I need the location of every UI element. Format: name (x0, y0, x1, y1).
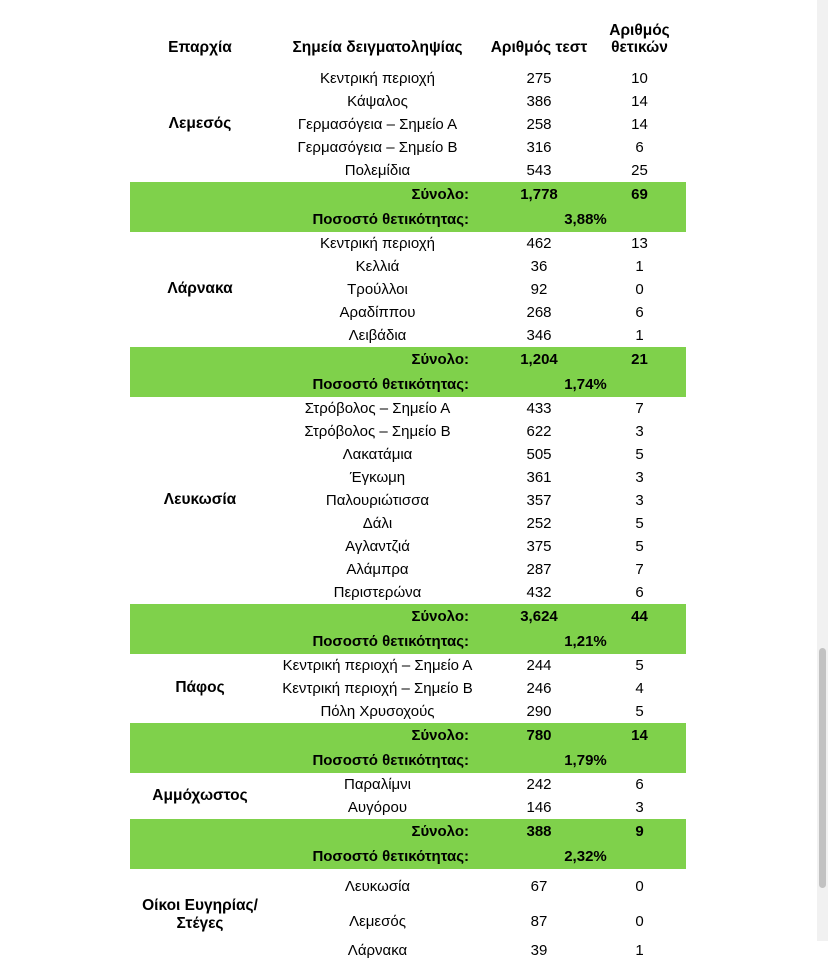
rate-value: 2,32% (485, 844, 686, 869)
tests-cell: 433 (526, 399, 552, 417)
column-header-district: Επαρχία (168, 39, 232, 57)
total-label: Σύνολο: (130, 347, 485, 372)
total-positives: 21 (593, 347, 686, 372)
positives-cell: 10 (631, 69, 648, 87)
positives-cell: 6 (635, 138, 644, 156)
positives-cell: 14 (631, 115, 648, 133)
total-tests: 388 (485, 819, 593, 844)
positives-cell: 6 (635, 303, 644, 321)
table-row (130, 773, 686, 796)
total-row (130, 604, 686, 629)
total-positives: 9 (593, 819, 686, 844)
site-cell: Τρούλλοι (347, 280, 408, 298)
tests-cell: 622 (526, 422, 552, 440)
positives-cell: 13 (631, 234, 648, 252)
rate-label: Ποσοστό θετικότητας: (130, 372, 485, 397)
positives-cell: 6 (635, 583, 644, 601)
tests-cell: 275 (526, 69, 552, 87)
total-positives: 14 (593, 723, 686, 748)
total-tests: 780 (485, 723, 593, 748)
positives-cell: 14 (631, 92, 648, 110)
positives-cell: 5 (635, 702, 644, 720)
positives-cell: 5 (635, 656, 644, 674)
rate-row (130, 629, 686, 654)
site-cell: Αλάμπρα (346, 560, 409, 578)
tests-cell: 252 (526, 514, 552, 532)
rate-value: 1,74% (485, 372, 686, 397)
positives-cell: 0 (635, 877, 644, 895)
column-header-positives-line2: θετικών (611, 39, 668, 57)
positives-cell: 3 (635, 798, 644, 816)
site-cell: Λειβάδια (348, 326, 407, 344)
total-row (130, 182, 686, 207)
column-header-positives (593, 18, 686, 67)
rate-value: 3,88% (485, 207, 686, 232)
tests-cell: 39 (530, 941, 548, 959)
total-positives: 69 (593, 182, 686, 207)
positives-cell: 5 (635, 537, 644, 555)
total-label: Σύνολο: (130, 604, 485, 629)
site-cell: Αραδίππου (339, 303, 416, 321)
site-cell: Κεντρική περιοχή – Σημείο Α (282, 656, 473, 674)
positives-cell: 3 (635, 422, 644, 440)
rate-row (130, 844, 686, 869)
rate-label: Ποσοστό θετικότητας: (130, 207, 485, 232)
tests-cell: 242 (526, 775, 552, 793)
site-cell: Πολεμίδια (344, 161, 411, 179)
rate-row (130, 207, 686, 232)
site-cell: Αυγόρου (347, 798, 408, 816)
site-cell: Κεντρική περιοχή – Σημείο Β (282, 679, 473, 697)
rate-label: Ποσοστό θετικότητας: (130, 629, 485, 654)
site-cell: Παραλίμνι (343, 775, 412, 793)
rate-row (130, 372, 686, 397)
positives-cell: 25 (631, 161, 648, 179)
total-row (130, 819, 686, 844)
table-row (130, 232, 686, 255)
tests-cell: 92 (530, 280, 548, 298)
site-cell: Λευκωσία (344, 877, 411, 895)
site-cell: Γερμασόγεια – Σημείο Β (297, 138, 458, 156)
tests-cell: 146 (526, 798, 552, 816)
tests-cell: 361 (526, 468, 552, 486)
tests-cell: 316 (526, 138, 552, 156)
site-cell: Κελλιά (355, 257, 400, 275)
sampling-table-container (130, 18, 686, 962)
site-cell: Στρόβολος – Σημείο Α (304, 399, 451, 417)
total-tests: 1,204 (485, 347, 593, 372)
total-row (130, 723, 686, 748)
positives-cell: 1 (635, 326, 644, 344)
total-tests: 1,778 (485, 182, 593, 207)
tests-cell: 432 (526, 583, 552, 601)
tests-cell: 258 (526, 115, 552, 133)
tests-cell: 543 (526, 161, 552, 179)
tests-cell: 290 (526, 702, 552, 720)
tests-cell: 505 (526, 445, 552, 463)
site-cell: Δάλι (362, 514, 393, 532)
site-cell: Λεμεσός (349, 912, 406, 930)
column-header-site: Σημεία δειγματοληψίας (292, 39, 463, 57)
rate-value: 1,21% (485, 629, 686, 654)
positives-cell: 0 (635, 280, 644, 298)
district-label-line2: Στέγες (176, 915, 224, 933)
rate-value: 1,79% (485, 748, 686, 773)
column-header-positives-line1: Αριθμός (609, 22, 670, 39)
district-cell: Λεμεσός (168, 115, 232, 133)
tests-cell: 268 (526, 303, 552, 321)
site-cell: Παλουριώτισσα (325, 491, 430, 509)
site-cell: Λάρνακα (347, 941, 408, 959)
sampling-table (130, 18, 686, 962)
site-cell: Κεντρική περιοχή (319, 234, 436, 252)
positives-cell: 7 (635, 560, 644, 578)
rate-label: Ποσοστό θετικότητας: (130, 844, 485, 869)
table-row (130, 397, 686, 420)
total-label: Σύνολο: (130, 819, 485, 844)
table-row (130, 869, 686, 904)
site-cell: Πόλη Χρυσοχούς (320, 702, 435, 720)
tests-cell: 244 (526, 656, 552, 674)
table-row (130, 67, 686, 90)
tests-cell: 287 (526, 560, 552, 578)
site-cell: Κεντρική περιοχή (319, 69, 436, 87)
positives-cell: 6 (635, 775, 644, 793)
total-row (130, 347, 686, 372)
district-cell: Πάφος (175, 679, 225, 697)
table-header (130, 18, 686, 67)
positives-cell: 3 (635, 491, 644, 509)
vertical-scrollbar[interactable] (817, 0, 828, 941)
tests-cell: 246 (526, 679, 552, 697)
positives-cell: 7 (635, 399, 644, 417)
site-cell: Έγκωμη (349, 468, 406, 486)
district-label-line1: Οίκοι Ευγηρίας/ (142, 897, 258, 915)
tests-cell: 87 (530, 912, 548, 930)
positives-cell: 0 (635, 912, 644, 930)
tests-cell: 36 (530, 257, 548, 275)
rate-row (130, 748, 686, 773)
site-cell: Στρόβολος – Σημείο Β (304, 422, 451, 440)
positives-cell: 5 (635, 445, 644, 463)
site-cell: Αγλαντζιά (345, 537, 410, 555)
total-positives: 44 (593, 604, 686, 629)
rate-label: Ποσοστό θετικότητας: (130, 748, 485, 773)
tests-cell: 67 (530, 877, 548, 895)
table-body (130, 67, 686, 962)
site-cell: Κάψαλος (347, 92, 408, 110)
positives-cell: 3 (635, 468, 644, 486)
total-label: Σύνολο: (130, 182, 485, 207)
table-row (130, 654, 686, 677)
tests-cell: 462 (526, 234, 552, 252)
tests-cell: 357 (526, 491, 552, 509)
positives-cell: 4 (635, 679, 644, 697)
table-header-row (130, 18, 686, 67)
tests-cell: 346 (526, 326, 552, 344)
tests-cell: 375 (526, 537, 552, 555)
district-cell: Αμμόχωστος (152, 786, 248, 804)
positives-cell: 1 (635, 257, 644, 275)
site-cell: Γερμασόγεια – Σημείο Α (297, 115, 458, 133)
site-cell: Λακατάμια (342, 445, 413, 463)
column-header-tests: Αριθμός τεστ (490, 39, 588, 57)
district-cell (130, 869, 270, 962)
positives-cell: 1 (635, 941, 644, 959)
district-cell: Λάρνακα (167, 280, 233, 298)
tests-cell: 386 (526, 92, 552, 110)
total-label: Σύνολο: (130, 723, 485, 748)
district-cell: Λευκωσία (163, 491, 237, 509)
total-tests: 3,624 (485, 604, 593, 629)
scrollbar-thumb[interactable] (819, 648, 826, 888)
site-cell: Περιστερώνα (333, 583, 422, 601)
positives-cell: 5 (635, 514, 644, 532)
